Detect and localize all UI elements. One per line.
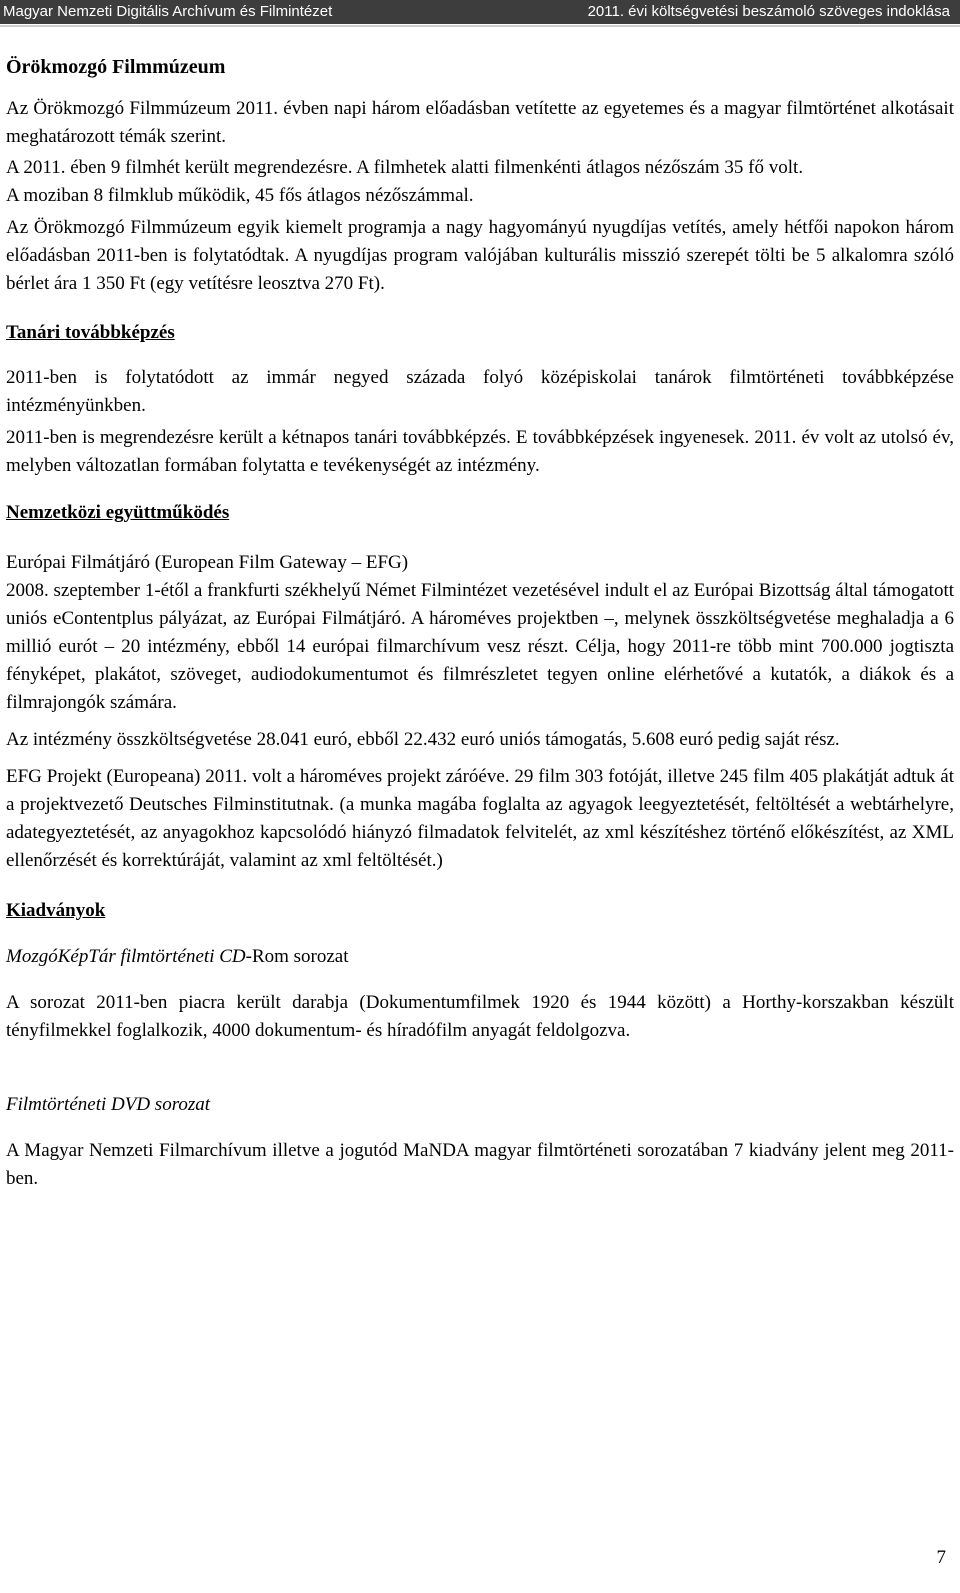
paragraph: A 2011. ében 9 filmhét került megrendezésre. A filmhetek alatti filmenkénti átlagos nézőszám 35 fő volt. — [6, 157, 804, 178]
section-title-tanari: Tanári továbbképzés — [6, 322, 175, 343]
document-body — [6, 43, 954, 1193]
paragraph: A sorozat 2011-ben piacra került darabja (Dokumentumfilmek 1920 és 1944 között) a Horthy-korszakban készült tényfilmekkel foglalkozik, 4000 dokumentum- és híradófilm anyagát feldolgozva. — [6, 992, 954, 1041]
section-title-nemzetkozi: Nemzetközi együttműködés — [6, 502, 230, 523]
section-title-orokmozgo: Örökmozgó Filmmúzeum — [6, 56, 226, 78]
running-header — [0, 0, 960, 24]
subheading-rest: -Rom sorozat — [245, 946, 349, 967]
paragraph: A Magyar Nemzeti Filmarchívum illetve a jogutód MaNDA magyar filmtörténeti sorozatában 7 kiadvány jelent meg 2011-ben. — [6, 1140, 954, 1189]
paragraph: Az Örökmozgó Filmmúzeum egyik kiemelt programja a nagy hagyományú nyugdíjas vetítés, amely hétfői napokon három előadásban 2011-ben is folytatódtak. A nyugdíjas program valójában kulturális misszió szerepét tölti be 5 alkalomra szóló bérlet ára 1 350 Ft (egy vetítésre leosztva 270 Ft). — [6, 217, 954, 294]
page-number: 7 — [936, 1547, 946, 1568]
paragraph: Az Örökmozgó Filmmúzeum 2011. évben napi három előadásban vetítette az egyetemes és a magyar filmtörténet alkotásait meghatározott témák szerint. — [6, 98, 954, 147]
header-institution: Magyar Nemzeti Digitális Archívum és Filmintézet — [3, 3, 333, 20]
subheading-italic: MozgóKépTár filmtörténeti CD — [6, 946, 246, 967]
paragraph: Európai Filmátjáró (European Film Gateway – EFG) — [6, 552, 409, 573]
paragraph: A moziban 8 filmklub működik, 45 fős átlagos nézőszámmal. — [6, 185, 474, 206]
header-report-title: 2011. évi költségvetési beszámoló szöveges indoklása — [587, 3, 950, 20]
paragraph: EFG Projekt (Europeana) 2011. volt a hároméves projekt záróéve. 29 film 303 fotóját, illetve 245 film 405 plakátját adtuk át a projektvezető Deutsches Filminstitutnak. (a munka magába foglalta az agyagok leegyeztetését, feltöltését a webtárhelyre, adategyeztetését, az anyagokhoz kapcsolódó hiányzó filmadatok felvitelét, az xml készítéshez történő előkészítést, az XML ellenőrzését és korrektúráját, valamint az xml feltöltését.) — [6, 766, 954, 871]
paragraph: 2011-ben is folytatódott az immár negyed százada folyó középiskolai tanárok filmtörténeti továbbképzése intézményünkben. — [6, 367, 954, 416]
subheading-cd-rom — [6, 943, 954, 971]
paragraph: 2008. szeptember 1-étől a frankfurti székhelyű Német Filmintézet vezetésével indult el az Európai Bizottság által támogatott uniós eContentplus pályázat, az Európai Filmátjáró. A hároméves projektben –, melynek összköltségvetése meghaladja a 6 millió eurót – 20 intézmény, ebből 14 európai filmarchívum vesz részt. Célja, hogy 2011-re több mint 700.000 jogtiszta fényképet, plakátot, szöveget, audiodokumentumot és filmrészletet tegyen online elérhetővé a kutatók, a diákok és a filmrajongók számára. — [6, 580, 954, 713]
section-title-kiadvanyok: Kiadványok — [6, 900, 106, 921]
header-divider — [0, 25, 960, 27]
subheading-dvd: Filmtörténeti DVD sorozat — [6, 1094, 211, 1115]
paragraph: Az intézmény összköltségvetése 28.041 euró, ebből 22.432 euró uniós támogatás, 5.608 euró pedig saját rész. — [6, 729, 840, 750]
paragraph: 2011-ben is megrendezésre került a kétnapos tanári továbbképzés. E továbbképzések ingyenesek. 2011. év volt az utolsó év, melyben változatlan formában folytatta e tevékenységét az intézmény. — [6, 427, 954, 476]
